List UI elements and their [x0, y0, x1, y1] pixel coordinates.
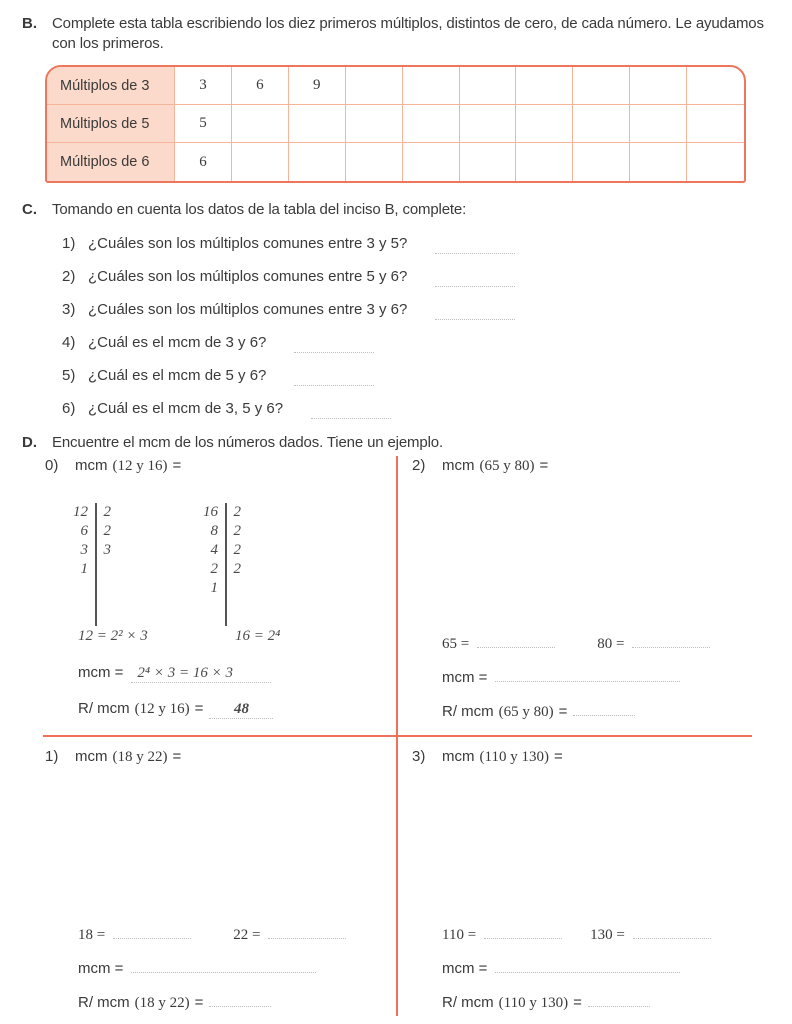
table-cell[interactable]: [687, 67, 744, 105]
problem-title: [45, 456, 385, 476]
table-cell[interactable]: [516, 105, 573, 143]
factor-blanks-line: [78, 923, 385, 943]
dividend: 1: [210, 580, 218, 596]
question-item-6: [62, 399, 792, 419]
dividend: 1: [80, 561, 88, 577]
divisor: 2: [103, 504, 111, 520]
answer-blank[interactable]: [435, 304, 515, 320]
question-text: ¿Cuál es el mcm de 5 y 6?: [88, 367, 267, 384]
question-text: ¿Cuáles son los múltiplos comunes entre 3 y 6?: [88, 301, 408, 318]
example-answers: [45, 628, 385, 736]
answer-blank[interactable]: [435, 238, 515, 254]
dividend: 3: [80, 542, 88, 558]
question-text: ¿Cuál es el mcm de 3 y 6?: [88, 334, 267, 351]
problem-title-word: mcm: [75, 748, 108, 765]
right-factor-blank[interactable]: [633, 923, 711, 939]
problem-answers: [45, 923, 385, 1024]
dividend-column: [203, 503, 225, 626]
table-cell[interactable]: [460, 67, 517, 105]
mcm-line: [78, 957, 385, 977]
result-label-word: R/ mcm: [442, 994, 494, 1011]
table-cell[interactable]: [630, 143, 687, 181]
problem-number: 0): [45, 457, 59, 474]
dividend: 6: [80, 523, 88, 539]
mcm-line: [442, 957, 784, 977]
right-factor-blank[interactable]: [268, 923, 346, 939]
table-cell[interactable]: [346, 105, 403, 143]
table-cell[interactable]: [460, 105, 517, 143]
section-b: [0, 0, 792, 183]
mcm-label: mcm =: [442, 669, 488, 686]
item-number: 5): [62, 367, 76, 384]
mcm-label: mcm =: [78, 960, 124, 977]
problem-title-args: (110 y 130): [479, 749, 549, 765]
dividend-column: [73, 503, 95, 626]
section-c-head: [0, 200, 792, 220]
problem-title-word: mcm: [442, 457, 475, 474]
section-c-label: C.: [22, 201, 37, 218]
table-cell[interactable]: [573, 67, 630, 105]
answer-blank[interactable]: [294, 370, 374, 386]
dividend: 16: [203, 504, 218, 520]
item-number: 2): [62, 268, 76, 285]
table-cell[interactable]: [516, 143, 573, 181]
divisor: 3: [103, 542, 111, 558]
problem-answers: [412, 923, 784, 1024]
result-label-eq: =: [558, 703, 568, 720]
result-label-args: (65 y 80): [498, 704, 554, 720]
result-line: [442, 991, 784, 1011]
problem-1: [45, 747, 385, 1019]
problem-title-eq: =: [172, 748, 182, 765]
question-item-1: [62, 234, 792, 254]
division-table-12: [73, 503, 111, 626]
question-item-4: [62, 333, 792, 353]
problem-number: 2): [412, 457, 426, 474]
answer-blank[interactable]: [435, 271, 515, 287]
result-answer-blank[interactable]: [588, 991, 650, 1007]
right-factor-label: 22 =: [233, 927, 261, 943]
problem-title-word: mcm: [75, 457, 108, 474]
table-cell[interactable]: 6: [232, 67, 289, 105]
result-label-eq: =: [194, 700, 204, 717]
right-factor-label: 130 =: [590, 927, 625, 943]
problem-title-args: (12 y 16): [112, 458, 168, 474]
factorization-12: 12 = 2² × 3: [78, 628, 148, 644]
mcm-answer-blank[interactable]: [131, 957, 316, 973]
divisor-column: [227, 503, 242, 626]
result-label-eq: =: [573, 994, 582, 1011]
mcm-label: mcm =: [442, 960, 488, 977]
table-cell[interactable]: 9: [289, 67, 346, 105]
mcm-answer-blank[interactable]: [495, 957, 680, 973]
section-b-label: B.: [22, 15, 37, 32]
result-label-eq: =: [194, 994, 204, 1011]
question-item-5: [62, 366, 792, 386]
table-cell[interactable]: 6: [175, 143, 232, 181]
table-cell[interactable]: [460, 143, 517, 181]
table-cell[interactable]: [630, 105, 687, 143]
divisor-column: [97, 503, 112, 626]
table-cell[interactable]: [573, 105, 630, 143]
item-number: 4): [62, 334, 76, 351]
section-d-instruction: Encuentre el mcm de los números dados. Tiene un ejemplo.: [52, 434, 443, 451]
division-tables: [73, 503, 385, 626]
table-cell[interactable]: 5: [175, 105, 232, 143]
row-header-multiplos-de-6: Múltiplos de 6: [47, 143, 175, 181]
left-factor-label: 65 =: [442, 636, 470, 652]
divisor: 2: [233, 523, 241, 539]
mcm-answer-blank[interactable]: 2⁴ × 3 = 16 × 3: [131, 665, 271, 683]
multiples-table: [45, 65, 746, 183]
problem-title-word: mcm: [442, 748, 475, 765]
section-d-label: D.: [22, 434, 37, 451]
table-cell[interactable]: [346, 143, 403, 181]
item-number: 3): [62, 301, 76, 318]
table-cell[interactable]: [403, 105, 460, 143]
table-cell[interactable]: 3: [175, 67, 232, 105]
problem-title: [412, 456, 784, 476]
division-table-16: [203, 503, 241, 626]
factorization-line: [78, 628, 385, 648]
question-text: ¿Cuáles son los múltiplos comunes entre 5 y 6?: [88, 268, 408, 285]
result-label-word: R/ mcm: [78, 700, 130, 717]
question-text: ¿Cuáles son los múltiplos comunes entre 3 y 5?: [88, 235, 408, 252]
dividend: 12: [73, 504, 88, 520]
result-line: [78, 700, 385, 720]
question-text: ¿Cuál es el mcm de 3, 5 y 6?: [88, 400, 284, 417]
result-label-args: (18 y 22): [134, 995, 190, 1011]
dividend: 4: [210, 542, 218, 558]
question-item-3: [62, 300, 792, 320]
problem-3: [412, 747, 784, 1019]
section-d-head: [0, 433, 792, 453]
divisor: 2: [233, 561, 241, 577]
table-cell[interactable]: [516, 67, 573, 105]
result-answer-blank[interactable]: [209, 991, 271, 1007]
table-cell[interactable]: [573, 143, 630, 181]
section-d: [0, 433, 792, 1024]
factorization-16: 16 = 2⁴: [235, 628, 281, 644]
table-cell[interactable]: [289, 143, 346, 181]
problem-title: [45, 747, 385, 767]
problem-0-example: [45, 456, 385, 728]
row-header-multiplos-de-3: Múltiplos de 3: [47, 67, 175, 105]
result-label-word: R/ mcm: [442, 703, 494, 720]
problem-title-eq: =: [553, 748, 563, 765]
factor-blanks-line: [442, 632, 784, 652]
problem-2: [412, 456, 784, 728]
right-factor-blank[interactable]: [632, 632, 710, 648]
dividend: 8: [210, 523, 218, 539]
multiples-table-grid: [47, 67, 744, 181]
right-factor-label: 80 =: [597, 636, 625, 652]
section-b-head: [0, 14, 792, 54]
result-answer-blank[interactable]: 48: [209, 701, 273, 719]
left-factor-label: 18 =: [78, 927, 106, 943]
factor-blanks-line: [442, 923, 784, 943]
item-number: 6): [62, 400, 76, 417]
divisor: 2: [233, 542, 241, 558]
section-b-instruction: Complete esta tabla escribiendo los diez primeros múltiplos, distintos de cero, de cada número. Le ayudamos con los primeros.: [52, 15, 764, 52]
problem-title-args: (65 y 80): [479, 458, 535, 474]
section-c-items: [62, 234, 792, 419]
row-header-multiplos-de-5: Múltiplos de 5: [47, 105, 175, 143]
divisor: 2: [103, 523, 111, 539]
result-line: [78, 991, 385, 1011]
mcm-line: [442, 666, 784, 686]
table-cell[interactable]: [403, 67, 460, 105]
item-number: 1): [62, 235, 76, 252]
result-label-word: R/ mcm: [78, 994, 130, 1011]
answer-blank[interactable]: [294, 337, 374, 353]
problem-number: 3): [412, 748, 426, 765]
mcm-answer-blank[interactable]: [495, 666, 680, 682]
left-factor-label: 110 =: [442, 927, 477, 943]
left-factor-blank[interactable]: [477, 632, 555, 648]
table-cell[interactable]: [289, 105, 346, 143]
problem-title-args: (18 y 22): [112, 749, 168, 765]
problem-title: [412, 747, 784, 767]
table-cell[interactable]: [346, 67, 403, 105]
section-c: [0, 200, 792, 419]
result-label-args: (110 y 130): [498, 995, 569, 1011]
result-line: [442, 700, 784, 720]
problem-number: 1): [45, 748, 59, 765]
problem-answers: [412, 632, 784, 734]
dividend: 2: [210, 561, 218, 577]
divisor: 2: [233, 504, 241, 520]
question-item-2: [62, 267, 792, 287]
result-label-args: (12 y 16): [134, 701, 190, 717]
table-cell[interactable]: [687, 105, 744, 143]
left-factor-blank[interactable]: [484, 923, 562, 939]
problems-grid: [0, 456, 792, 1024]
table-cell[interactable]: [232, 105, 289, 143]
table-cell[interactable]: [232, 143, 289, 181]
left-factor-blank[interactable]: [113, 923, 191, 939]
answer-blank[interactable]: [311, 403, 391, 419]
mcm-line: [78, 664, 385, 684]
table-cell[interactable]: [403, 143, 460, 181]
table-cell[interactable]: [630, 67, 687, 105]
problem-title-eq: =: [539, 457, 549, 474]
mcm-label: mcm =: [78, 664, 124, 681]
result-answer-blank[interactable]: [573, 700, 635, 716]
problem-title-eq: =: [172, 457, 182, 474]
table-cell[interactable]: [687, 143, 744, 181]
section-c-instruction: Tomando en cuenta los datos de la tabla del inciso B, complete:: [52, 201, 467, 218]
